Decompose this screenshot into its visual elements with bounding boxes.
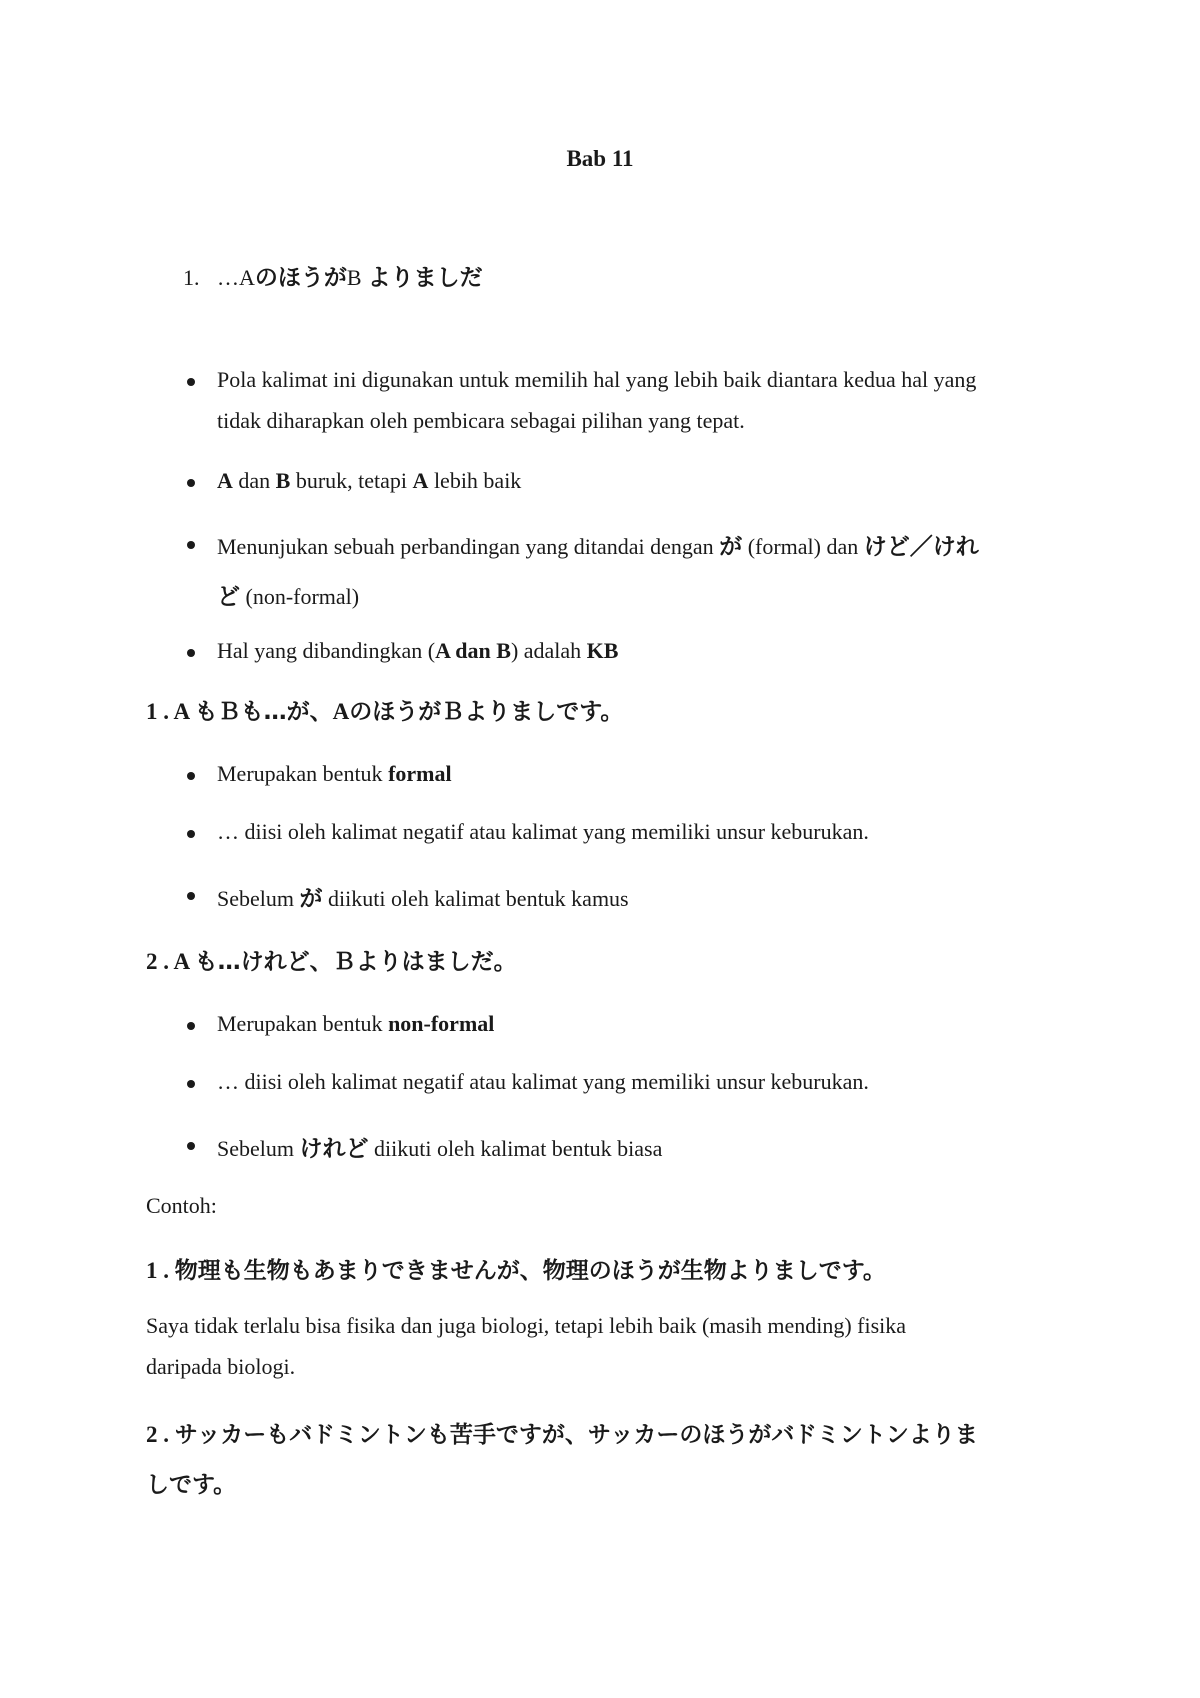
pattern-number: 2 . A	[146, 949, 195, 974]
pattern-2-heading	[146, 943, 517, 976]
text-segment: Merupakan bentuk	[217, 1011, 389, 1036]
text-segment: (non-formal)	[240, 584, 360, 609]
example-2-sentence-line-2	[146, 1466, 236, 1499]
example-jp: サッカーもバドミントンも苦手ですが、サッカーのほうがバドミントンよりま	[174, 1422, 978, 1448]
bold-a: A	[217, 468, 233, 493]
example-1-sentence	[146, 1252, 886, 1285]
example-1-translation-line-1: Saya tidak terlalu bisa fisika dan juga biologi, tetapi lebih baik (masih mending) fisika	[146, 1313, 907, 1338]
text-segment: Merupakan bentuk	[217, 761, 389, 786]
text-segment: (formal) dan	[742, 534, 864, 559]
bullet-dot	[187, 378, 195, 386]
bullet-dot	[187, 830, 195, 838]
bullet-dot	[187, 541, 195, 549]
pattern-jp: もＢも…が、	[194, 699, 333, 725]
intro-bullet-3-line-2	[217, 578, 359, 611]
bold-formal: formal	[388, 761, 452, 786]
bullet-dot	[187, 772, 195, 780]
chapter-title: Bab 11	[566, 146, 634, 171]
intro-bullet-2	[217, 468, 521, 494]
bold-a2: A	[412, 468, 429, 493]
pattern-jp-2: のほうがＢよりましです。	[349, 699, 624, 725]
pattern-1-bullet-2: … diisi oleh kalimat negatif atau kalimat yang memiliki unsur keburukan.	[217, 819, 869, 844]
jp-ga: が	[299, 886, 323, 912]
text-segment: ) adalah	[510, 638, 587, 663]
pattern-2-bullet-1	[217, 1011, 494, 1037]
text-segment: Menunjukan sebuah perbandingan yang ditandai dengan	[217, 534, 720, 559]
text-segment: Sebelum	[217, 1136, 300, 1161]
pattern-1-bullet-1	[217, 761, 452, 787]
text-segment: diikuti oleh kalimat bentuk biasa	[368, 1136, 663, 1161]
text-segment: Hal yang dibandingkan (	[217, 638, 436, 663]
jp-kedo: けど／けれ	[863, 534, 979, 560]
bullet-dot	[187, 1142, 195, 1150]
bold-kb: KB	[586, 638, 619, 663]
example-2-sentence-line-1	[146, 1416, 978, 1449]
pattern-a: A	[332, 699, 350, 724]
intro-bullet-1-line-1: Pola kalimat ini digunakan untuk memilih hal yang lebih baik diantara kedua hal yang	[217, 367, 977, 392]
text-segment: dan	[232, 468, 276, 493]
text-segment: lebih baik	[428, 468, 522, 493]
text-segment: Sebelum	[217, 886, 300, 911]
item-jp-1: のほうが	[254, 265, 347, 291]
pattern-2-bullet-3	[217, 1130, 662, 1163]
example-number: 1 .	[146, 1258, 175, 1283]
jp-do: ど	[217, 584, 240, 610]
bullet-dot	[187, 1022, 195, 1030]
pattern-2-bullet-2: … diisi oleh kalimat negatif atau kalimat yang memiliki unsur keburukan.	[217, 1069, 869, 1094]
pattern-1-heading	[146, 693, 623, 726]
item-mid: B	[346, 265, 362, 290]
bold-a-dan-b: A dan B	[435, 638, 511, 663]
contoh-label: Contoh:	[146, 1193, 217, 1218]
pattern-number: 1 . A	[146, 699, 195, 724]
bold-non-formal: non-formal	[388, 1011, 495, 1036]
intro-bullet-1-line-2: tidak diharapkan oleh pembicara sebagai pilihan yang tepat.	[217, 408, 745, 433]
intro-bullet-3-line-1	[217, 528, 979, 561]
bullet-dot	[187, 649, 195, 657]
example-number: 2 .	[146, 1422, 175, 1447]
text-segment: buruk, tetapi	[290, 468, 413, 493]
intro-bullet-4	[217, 638, 618, 664]
bullet-dot	[187, 1080, 195, 1088]
example-jp: しです。	[146, 1472, 237, 1498]
bullet-dot	[187, 892, 195, 900]
numbered-item-1	[183, 259, 483, 292]
item-number: 1.	[183, 265, 200, 290]
jp-keredo: けれど	[299, 1136, 369, 1162]
text-segment: diikuti oleh kalimat bentuk kamus	[322, 886, 629, 911]
pattern-jp: も…けれど、Ｂよりはましだ。	[194, 949, 517, 975]
item-jp-2: よりましだ	[367, 265, 483, 291]
example-1-translation-line-2: daripada biologi.	[146, 1354, 296, 1379]
item-prefix: …A	[217, 265, 255, 290]
example-jp: 物理も生物もあまりできませんが、物理のほうが生物よりましです。	[174, 1258, 886, 1284]
bullet-dot	[187, 479, 195, 487]
bold-b: B	[275, 468, 291, 493]
pattern-1-bullet-3	[217, 880, 629, 913]
jp-ga: が	[719, 534, 743, 560]
